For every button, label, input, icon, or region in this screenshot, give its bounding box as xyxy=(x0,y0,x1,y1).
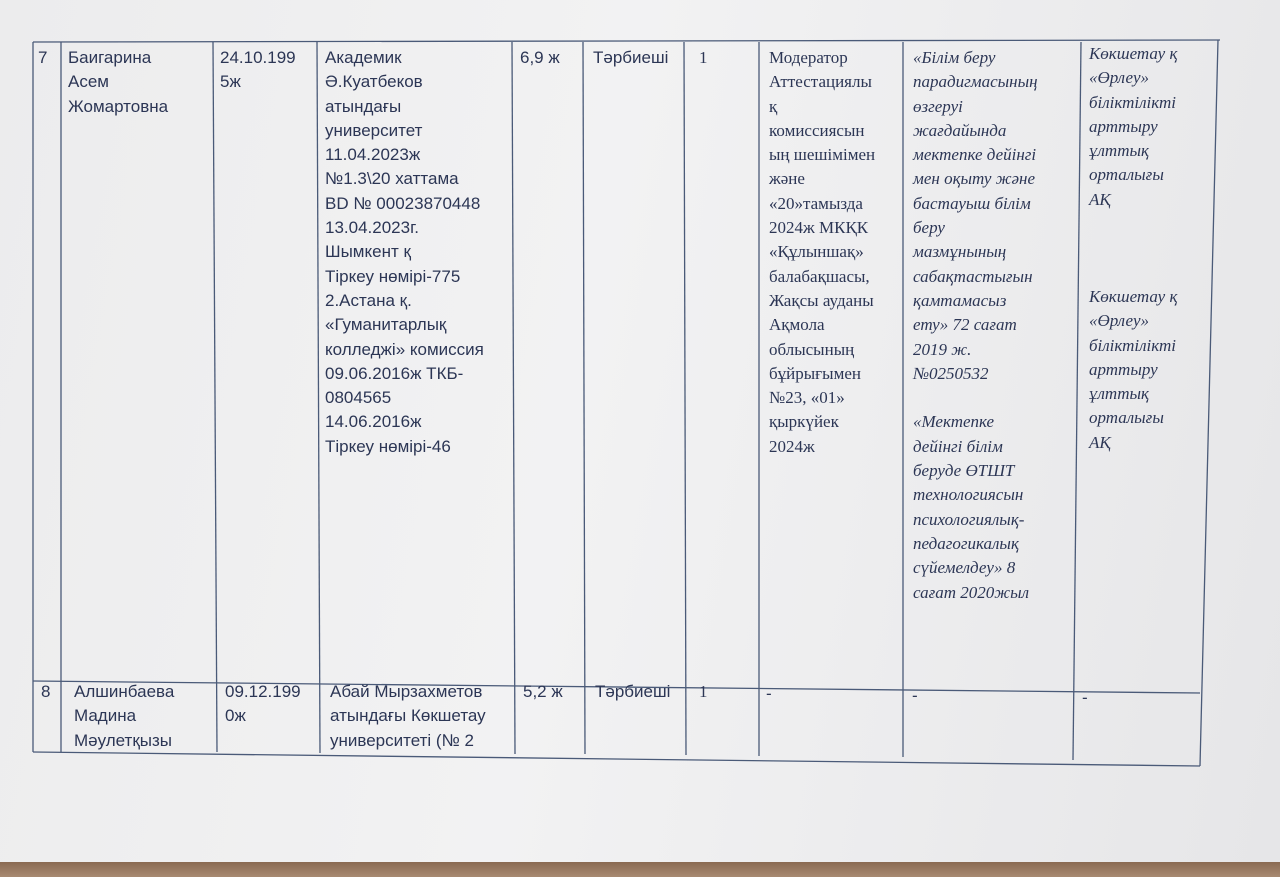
row8-category: - xyxy=(766,684,772,703)
row7-position: Тәрбиеші xyxy=(593,48,669,67)
row7-name: Баигарина Асем Жомартовна xyxy=(68,48,169,116)
row8-education: Абай Мырзахметов атындағы Көкшетау университеті (№ 2 xyxy=(330,682,486,750)
row7-rate: 1 xyxy=(699,48,708,67)
desk-edge xyxy=(0,862,1280,877)
row8-rate: 1 xyxy=(699,682,708,701)
row7-number: 7 xyxy=(38,48,48,67)
row8-experience: 5,2 ж xyxy=(523,682,563,701)
row8-organization: - xyxy=(1082,688,1088,707)
row8-number: 8 xyxy=(41,682,51,701)
row8-courses: - xyxy=(912,686,918,705)
row7-organization: Көкшетау қ «Өрлеу» біліктілікті арттыру ұлттық орталығы АҚ Көкшетау қ «Өрлеу» біліктілікті арттыру ұлттық орталығы АҚ xyxy=(1089,44,1178,452)
row7-birth-date: 24.10.199 5ж xyxy=(220,48,296,92)
row8-birth-date: 09.12.199 0ж xyxy=(225,682,301,726)
row7-education: Академик Ә.Куатбеков атындағы университет 11.04.2023ж №1.3\20 хаттама BD № 00023870448 13.04.2023г. Шымкент қ Тіркеу нөмірі-775 2.Астана қ. «Гуманитарлық колледжі» комиссия 09.06.2016ж ТКБ- 0804565 14.06.2016ж Тіркеу нөмірі-46 xyxy=(325,48,484,456)
row7-courses: «Білім беру парадигмасының өзгеруі жағдайында мектепке дейінгі мен оқыту және бастауыш білім беру мазмұнының сабақтастығын қамтамасыз ету» 72 сағат 2019 ж. №0250532 «Мектепке дейінгі білім беруде ӨТШТ технологиясын психологиялық- педагогикалық сүйемелдеу» 8 сағат 2020жыл xyxy=(913,48,1038,602)
row7-experience: 6,9 ж xyxy=(520,48,560,67)
row7-category: Модератор Аттестациялы қ комиссиясын ың шешімімен және «20»тамызда 2024ж МКҚК «Құлыншақ» балабақшасы, Жақсы ауданы Ақмола облысының бұйрығымен №23, «01» қыркүйек 2024ж xyxy=(769,48,876,456)
row8-position: Тәрбиеші xyxy=(595,682,671,701)
row8-name: Алшинбаева Мадина Мәулетқызы xyxy=(74,682,175,750)
